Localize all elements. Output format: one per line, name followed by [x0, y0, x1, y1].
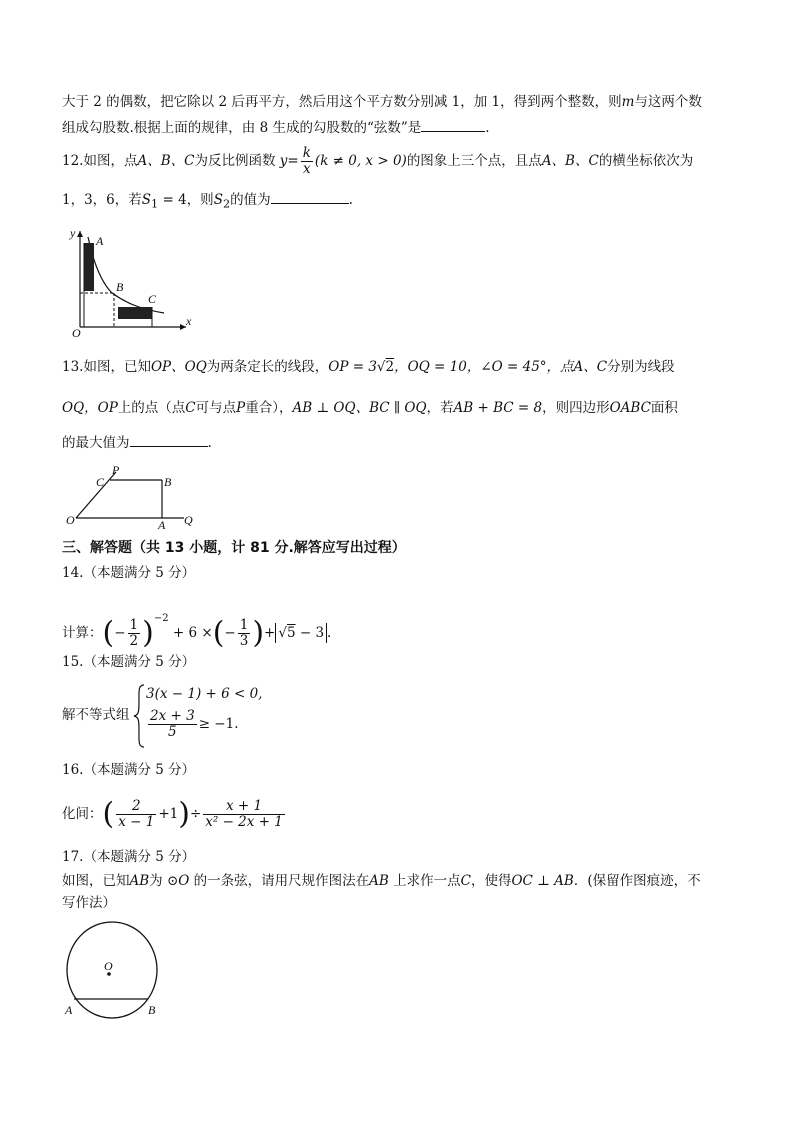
q17-text6: ．(保留作图痕迹，不	[573, 873, 701, 889]
q12-text4: ，则	[186, 192, 214, 208]
q15-ineq1: 3(x − 1) + 6 < 0,	[146, 686, 263, 702]
q13-label-b: B	[164, 475, 172, 489]
q13-text4: 可与点	[195, 400, 237, 416]
q13-oq-op: OQ，OP	[62, 400, 118, 416]
q11-period: .	[485, 120, 490, 136]
q13-text9: 的最大值为	[62, 435, 130, 451]
q17-figure	[62, 918, 166, 1022]
q12-s1-val: = 4	[158, 192, 187, 208]
q13-segs: OP、OQ	[150, 359, 207, 375]
q15-frac	[148, 709, 197, 740]
q13-op: OP = 3	[328, 359, 377, 375]
q14-frac2-num: 1	[239, 617, 249, 633]
q12-line1	[62, 146, 693, 177]
q12-points: A、B、C	[137, 153, 195, 169]
q12-period: .	[348, 192, 353, 208]
q13-label-a: A	[158, 518, 166, 530]
q14-expression	[62, 600, 331, 652]
q17-label-a: A	[65, 1003, 73, 1017]
q12-s2: S	[213, 192, 223, 208]
q13-line2	[62, 398, 678, 418]
q14-sqrt5: 5	[286, 625, 296, 641]
q13-text8: 面积	[650, 400, 678, 416]
q17-text3: 的一条弦，请用尺规作图法在	[189, 873, 370, 889]
q13-label-q: Q	[184, 513, 193, 527]
q12-figure	[66, 223, 196, 338]
q13-label-p: P	[112, 463, 120, 477]
q17-ab: AB	[129, 873, 150, 889]
q15-brace-path	[134, 685, 144, 747]
q12-s2-sub: 2	[222, 197, 231, 211]
q15-head: 15.（本题满分 5 分）	[62, 654, 196, 670]
q14-paren2-close: )	[252, 615, 265, 651]
q13-oabc: OABC	[609, 400, 651, 416]
q13-c: C	[185, 400, 196, 416]
q17-label-b: B	[148, 1003, 156, 1017]
q12-label-c: C	[148, 292, 157, 306]
q12-shaded-s2	[118, 307, 152, 319]
q16-plus1: +1	[158, 806, 179, 822]
q12-s1-sub: 1	[151, 197, 159, 211]
q13-text6: ，若	[426, 400, 454, 416]
q17-text5: ，使得	[470, 873, 512, 889]
q13-text5: 重合），	[245, 400, 293, 416]
q14-paren-close: )	[142, 615, 154, 651]
q16-paren-close: )	[178, 796, 190, 832]
q15-ineq2-tail: ≥ −1.	[198, 716, 239, 732]
q14-abs-tail: − 3	[295, 625, 325, 641]
q16-frac2-num: x + 1	[203, 799, 285, 815]
q12-label-o: O	[72, 326, 81, 338]
q17-text4: 上求作一点	[388, 873, 461, 889]
q12-label-x: x	[186, 314, 192, 328]
q11-line2	[62, 117, 490, 138]
q14-head: 14.（本题满分 5 分）	[62, 565, 196, 581]
q13-text7: ，则四边形	[542, 400, 610, 416]
q14-abs: √5 − 3	[275, 623, 327, 643]
q12-x: x	[303, 161, 311, 177]
q12-points2: A、B、C	[541, 153, 599, 169]
q14-paren-open: (	[102, 615, 115, 651]
q16-paren-open: (	[102, 796, 115, 832]
q11-answer-blank[interactable]	[421, 117, 485, 132]
q12-cond: (k ≠ 0, x > 0)	[314, 153, 407, 169]
q13-sqrt-radicand: 2	[385, 359, 395, 375]
q14-times: + 6 ×	[172, 625, 213, 641]
q14-plus: +	[264, 625, 276, 641]
q17-text1: 如图，已知	[62, 873, 130, 889]
q13-answer-blank[interactable]	[130, 432, 208, 447]
q17-c: C	[460, 873, 471, 889]
q14-frac2	[238, 618, 251, 649]
q14-frac1-den: 2	[129, 633, 139, 649]
q12-func-y: y	[279, 153, 288, 169]
q12-values: 1，3，6，若	[62, 192, 142, 208]
q14-frac1	[128, 618, 141, 649]
q13-cond: AB ⊥ OQ、BC ∥ OQ	[292, 400, 427, 416]
section3-title: 三、解答题（共 13 小题，计 81 分.解答应写出过程）	[62, 540, 406, 556]
q17-oc-perp-ab: OC ⊥ AB	[511, 873, 574, 889]
q12-answer-blank[interactable]	[271, 189, 349, 204]
q14-period: .	[327, 625, 332, 641]
q13-label: 13.如图，已知	[62, 359, 151, 375]
q13-sqrt: √2	[376, 359, 395, 375]
q11-text: 大于 2 的偶数，把它除以 2 后再平方，然后用这个平方数分别减 1，加 1，得到两个整数，则	[62, 94, 622, 110]
q12-label-a: A	[96, 234, 104, 248]
q17-line1	[62, 871, 701, 891]
q14-exponent: −2	[153, 613, 169, 624]
q14-minus1: −	[114, 625, 126, 641]
q12-text3: 的横坐标依次为	[598, 153, 694, 169]
q12-label-y: y	[70, 226, 76, 240]
q11-var-m: m	[621, 94, 635, 110]
q12-s1: S	[141, 192, 152, 208]
q17-line2: 写作法）	[62, 895, 116, 911]
q15-frac-num: 2x + 3	[150, 708, 195, 724]
q17-text2: 为 ⊙	[149, 873, 179, 889]
q14-minus2: −	[224, 625, 236, 641]
q16-frac2-den: x² − 2x + 1	[205, 814, 283, 830]
q16-div: ÷	[189, 806, 202, 822]
q17-o: O	[178, 873, 190, 889]
q13-ac: A、C	[573, 359, 608, 375]
q14-label: 计算：	[62, 625, 103, 641]
q15-frac-den: 5	[168, 724, 177, 740]
q12-k: k	[302, 145, 311, 161]
q12-k-over-x	[301, 146, 313, 177]
q15-brace	[132, 683, 146, 749]
q11-line1	[62, 92, 702, 112]
q17-label-o: O	[104, 959, 113, 973]
q11-text-end: 与这两个数	[634, 94, 702, 110]
q12-label: 12.如图，点	[62, 153, 138, 169]
q12-eq: =	[287, 153, 299, 169]
q13-sum: AB + BC = 8	[453, 400, 543, 416]
q16-expression	[62, 795, 287, 833]
q14-frac2-den: 3	[239, 633, 249, 649]
q12-label-b: B	[116, 280, 124, 294]
q13-text1: 为两条定长的线段，	[206, 359, 329, 375]
q13-text3: 上的点（点	[117, 400, 186, 416]
q14-frac1-num: 1	[129, 617, 139, 633]
q12-shaded-s1	[84, 243, 94, 291]
q14-paren2-open: (	[212, 615, 225, 651]
q13-line1	[62, 357, 675, 377]
q13-period: .	[207, 435, 212, 451]
q13-text2: 分别为线段	[607, 359, 675, 375]
q16-frac1-den: x − 1	[118, 814, 155, 830]
q17-ab2: AB	[369, 873, 389, 889]
q12-line2	[62, 189, 353, 215]
q13-oq: ，OQ = 10，∠O = 45°，点	[394, 359, 574, 375]
q13-line3	[62, 432, 212, 453]
q12-y-arrow	[77, 231, 83, 237]
q16-head: 16.（本题满分 5 分）	[62, 762, 196, 778]
q11-text2: 组成勾股数.根据上面的规律，由 8 生成的勾股数的“弦数”是	[62, 120, 422, 136]
q13-p: P	[236, 400, 246, 416]
q16-label: 化间：	[62, 806, 103, 822]
q16-frac1-num: 2	[116, 799, 156, 815]
q12-text5: 的值为	[230, 192, 271, 208]
q16-frac1	[116, 799, 156, 830]
q15-label: 解不等式组	[62, 707, 130, 723]
q17-head: 17.（本题满分 5 分）	[62, 849, 196, 865]
q13-label-o: O	[66, 513, 75, 527]
q13-label-c: C	[96, 475, 105, 489]
q13-figure	[64, 462, 194, 530]
q15-ineq2	[146, 709, 238, 740]
q16-frac2	[203, 799, 285, 830]
q12-text2: 的图象上三个点，且点	[406, 153, 542, 169]
q12-text1: 为反比例函数	[194, 153, 276, 169]
